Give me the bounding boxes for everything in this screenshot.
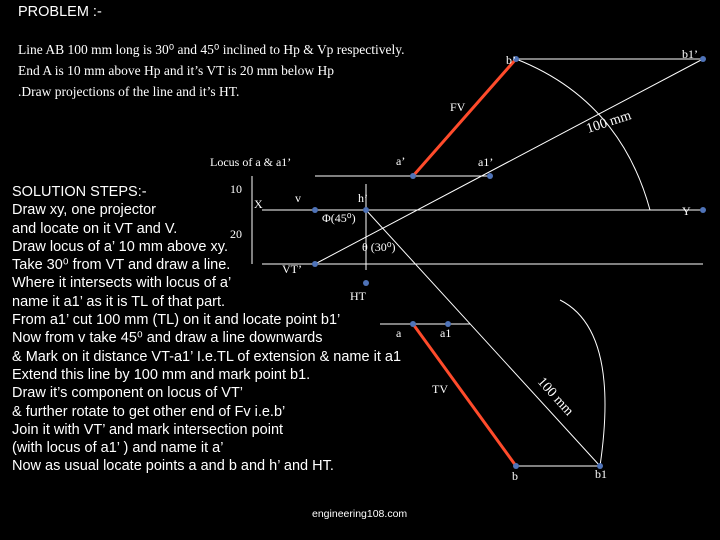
label-dim-20: 20: [230, 227, 242, 241]
label-y: Y: [682, 204, 691, 218]
problem-heading: PROBLEM :-: [18, 4, 102, 20]
point-y: [700, 207, 706, 213]
step-line: and locate on it VT and V.: [12, 220, 178, 237]
label-fv: FV: [450, 100, 466, 114]
step-line: Draw it’s component on locus of VT’: [12, 385, 244, 402]
label-x: X: [254, 197, 263, 211]
fv-red-line: [413, 59, 516, 176]
label-theta: θ (30⁰): [362, 240, 396, 254]
label-v: v: [295, 191, 301, 205]
footer-url: engineering108.com: [312, 508, 408, 520]
step-line: Now from v take 45⁰ and draw a line downwards: [12, 330, 323, 347]
label-dim-10: 10: [230, 182, 242, 196]
tv-red-line: [413, 324, 516, 466]
problem-line-3: .Draw projections of the line and it’s HT.: [18, 84, 240, 99]
label-b1: b1: [595, 467, 607, 481]
label-a1-prime: a1’: [478, 155, 494, 169]
label-b-prime: b’: [506, 53, 516, 67]
step-line: Join it with VT’ and mark intersection point: [12, 421, 284, 438]
label-b: b: [512, 469, 518, 483]
problem-line-1: Line AB 100 mm long is 30⁰ and 45⁰ inclined to Hp & Vp respectively.: [18, 42, 405, 57]
rotation-arc-bottom: [560, 300, 605, 466]
point-a1-prime: [487, 173, 493, 179]
solution-steps: [12, 183, 401, 476]
label-h-prime: h’: [358, 191, 368, 205]
label-tv: TV: [432, 382, 448, 396]
point-a: [410, 321, 416, 327]
problem-line-2: End A is 10 mm above Hp and it’s VT is 20 mm below Hp: [18, 63, 334, 78]
label-locus: Locus of a & a1’: [210, 155, 292, 169]
step-line: Draw locus of a’ 10 mm above xy.: [12, 238, 228, 255]
label-100mm-bottom: 100 mm: [534, 374, 577, 420]
label-vt: VT’: [282, 262, 302, 276]
step-line: Where it intersects with locus of a’: [12, 275, 232, 292]
label-ht: HT: [350, 289, 366, 303]
step-line: (with locus of a1’ ) and name it a’: [12, 440, 224, 457]
step-line: Take 30⁰ from VT and draw a line.: [12, 257, 231, 274]
label-b1-prime: b1’: [682, 47, 698, 61]
step-line: Draw xy, one projector: [12, 202, 156, 219]
step-line: Now as usual locate points a and b and h’ and HT.: [12, 458, 334, 475]
step-line: name it a1’ as it is TL of that part.: [12, 293, 226, 310]
label-a1: a1: [440, 326, 452, 340]
rotation-arc-top: [516, 59, 650, 210]
step-line: Extend this line by 100 mm and mark point b1.: [12, 366, 311, 383]
step-line: SOLUTION STEPS:-: [12, 184, 147, 200]
point-b1-prime: [700, 56, 706, 62]
label-100mm-top: 100 mm: [584, 108, 634, 137]
step-line: & Mark on it distance VT-a1’ I.e.TL of extension & name it a1: [12, 348, 402, 365]
label-phi: Φ(45⁰): [322, 211, 356, 225]
point-a-prime: [410, 173, 416, 179]
label-a: a: [396, 326, 402, 340]
step-line: & further rotate to get other end of Fv i.e.b’: [12, 403, 286, 420]
step-line: From a1’ cut 100 mm (TL) on it and locate point b1’: [12, 312, 341, 329]
label-a-prime: a’: [396, 154, 406, 168]
